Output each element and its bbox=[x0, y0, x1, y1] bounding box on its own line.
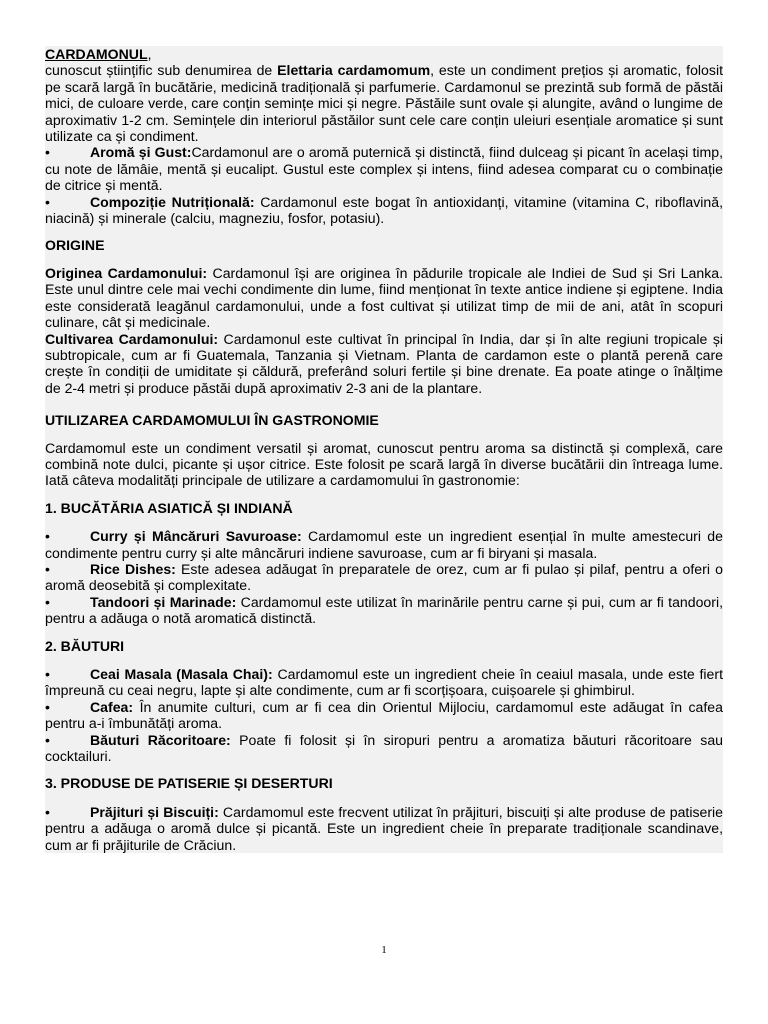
origin-heading: ORIGINE bbox=[45, 237, 105, 254]
item-bold: Prăjituri și Biscuiți: bbox=[90, 803, 219, 820]
bullet-glyph: • bbox=[45, 803, 50, 820]
para-text: Cardamonul este cultivat în principal în India, dar și în alte regiuni tropicale și subtropicale, cum ar fi Guatemala, Tanzania și Vietnam. Planta de cardamon este o plantă perenă care crește în condiții de umiditate și căldură, preferând soluri fertile și bine drenate. Ea poate atinge o înălțime de 2-4 metri și produce păstăi după aproximativ 2-3 ani de la plantare. bbox=[45, 330, 723, 396]
item-bold: Cafea: bbox=[90, 698, 134, 715]
page-number: 1 bbox=[381, 944, 387, 956]
para-bold: Cultivarea Cardamonului: bbox=[45, 330, 219, 347]
list-item bbox=[45, 194, 723, 227]
list-item bbox=[45, 699, 723, 732]
item-text: Cardamonul are o aromă puternică și distinctă, fiind dulceag și picant în același timp, cu note de lămâie, mentă și eucalipt. Gustul este complex și intens, fiind adesea comparat cu o combinație de citrice și mentă. bbox=[45, 144, 723, 194]
item-bold: Aromă și Gust: bbox=[90, 144, 192, 161]
item-text: Poate fi folosit și în siropuri pentru a aromatiza băuturi răcoritoare sau cocktailuri. bbox=[45, 731, 723, 765]
bullet-glyph: • bbox=[45, 144, 50, 161]
item-text: Cardamomul este frecvent utilizat în prăjituri, biscuiți și alte produse de patiserie pentru a adăuga o aromă dulce și picantă. Este un ingredient cheie în preparate tradiționale scandinave, cum ar fi prăjiturile de Crăciun. bbox=[45, 803, 723, 853]
bullet-glyph: • bbox=[45, 528, 50, 545]
bullet-glyph: • bbox=[45, 193, 50, 210]
item-bold: Compoziție Nutrițională: bbox=[90, 193, 255, 210]
item-text: Cardamomul este un ingredient esențial în multe amestecuri de condimente pentru curry și alte mâncăruri indiene savuroase, cum ar fi biryani și masala. bbox=[45, 528, 723, 561]
item-text: Cardamomul este utilizat în marinările pentru carne și pui, cum ar fi tandoori, pentru a adăuga o notă aromatică distinctă. bbox=[45, 593, 723, 627]
intro-paragraph bbox=[45, 62, 723, 144]
doc-title: CARDAMONUL bbox=[45, 46, 148, 62]
list-item bbox=[45, 528, 723, 561]
item-bold: Ceai Masala (Masala Chai): bbox=[90, 666, 273, 682]
usage-heading: UTILIZAREA CARDAMOMULUI ÎN GASTRONOMIE bbox=[45, 412, 379, 429]
origin-paragraph bbox=[45, 265, 723, 331]
bullet-glyph: • bbox=[45, 593, 50, 610]
cultivation-paragraph bbox=[45, 331, 723, 397]
para-bold: Originea Cardamonului: bbox=[45, 264, 208, 281]
section-heading-drinks: 2. BĂUTURI bbox=[45, 637, 125, 654]
section-heading-pastry: 3. PRODUSE DE PATISERIE ȘI DESERTURI bbox=[45, 775, 333, 792]
list-item bbox=[45, 666, 723, 699]
intro-post: , este un condiment prețios și aromatic, folosit pe scară largă în bucătărie, medicină tradițională și parfumerie. Cardamonul se prezintă sub formă de păstăi mici, de culoare verde, care conțin semințe mici și negre. Păstăile sunt ovale și alungite, având o lungime de aproximativ 1-2 cm. Semințele din interiorul păstăilor sunt cele care conțin uleiuri esențiale aromatice și sunt utilizate ca și condiment. bbox=[45, 62, 723, 145]
para-text: Cardamonul își are originea în pădurile tropicale ale Indiei de Sud și Sri Lanka. Este unul dintre cele mai vechi condimente din lume, fiind menționat în texte antice indiene și egiptene. India este considerată leagănul cardamonului, unde a fost cultivat și utilizat timp de mii de ani, atât în scopuri culinare, cât și medicinale. bbox=[45, 264, 723, 331]
intro-bold: Elettaria cardamomum bbox=[277, 62, 431, 79]
item-bold: Băuturi Răcoritoare: bbox=[90, 731, 231, 748]
item-text: În anumite culturi, cum ar fi cea din Orientul Mijlociu, cardamomul este adăugat în cafea pentru a-i îmbunătăți aroma. bbox=[45, 698, 723, 732]
doc-title-line bbox=[45, 46, 723, 62]
list-item bbox=[45, 732, 723, 765]
item-text: Cardamomul este un ingredient cheie în ceaiul masala, unde este fiert împreună cu ceai negru, lapte și alte condimente, cum ar fi scorțișoara, cuișoarele și ghimbirul. bbox=[45, 666, 723, 699]
item-text: Cardamonul este bogat în antioxidanți, vitamine (vitamina C, riboflavină, niacină) și minerale (calciu, magneziu, fosfor, potasiu). bbox=[45, 193, 723, 227]
item-bold: Curry și Mâncăruri Savuroase: bbox=[90, 528, 302, 545]
doc-title-suffix: , bbox=[147, 46, 152, 62]
section-heading-asian: 1. BUCĂTĂRIA ASIATICĂ ȘI INDIANĂ bbox=[45, 499, 293, 516]
bullet-glyph: • bbox=[45, 666, 50, 682]
bullet-glyph: • bbox=[45, 698, 50, 715]
list-item bbox=[45, 804, 723, 853]
item-bold: Tandoori și Marinade: bbox=[90, 593, 237, 610]
bullet-glyph: • bbox=[45, 731, 50, 748]
usage-intro: Cardamomul este un condiment versatil și aromat, cunoscut pentru aroma sa distinctă și complexă, care combină note dulci, picante și ușor citrice. Este folosit pe scară largă în diverse bucătării din întreaga lume. Iată câteva modalități principale de utilizare a cardamomului în gastronomie: bbox=[45, 439, 723, 489]
item-bold: Rice Dishes: bbox=[90, 560, 176, 577]
list-item bbox=[45, 144, 723, 193]
item-text: Este adesea adăugat în preparatele de orez, cum ar fi pulao și pilaf, pentru a oferi o aromă deosebită și complexitate. bbox=[45, 560, 723, 594]
intro-pre: cunoscut științific sub denumirea de bbox=[45, 62, 278, 79]
list-item bbox=[45, 561, 723, 594]
bullet-glyph: • bbox=[45, 560, 50, 577]
document-body bbox=[45, 46, 723, 853]
list-item bbox=[45, 594, 723, 627]
